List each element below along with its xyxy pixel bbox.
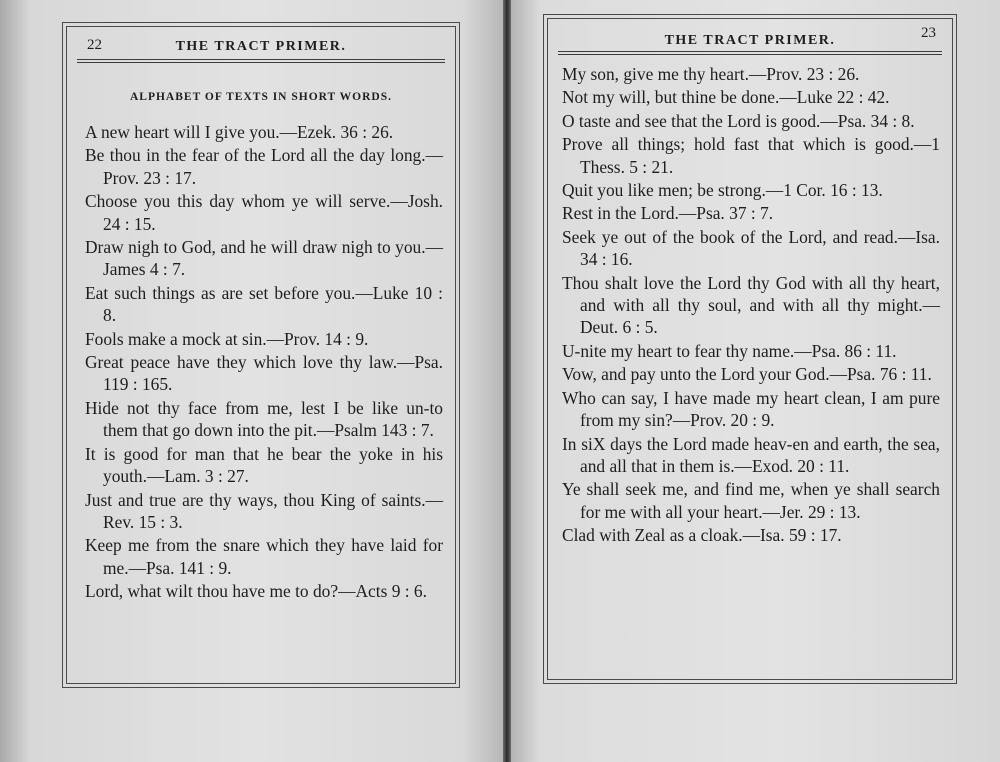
text-entry: Quit you like men; be strong.—1 Cor. 16 : 13. bbox=[562, 180, 883, 201]
text-entry: Who can say, I have made my heart clean, I am pure from my sin?—Prov. 20 : 9. bbox=[562, 387, 940, 431]
text-entry: Great peace have they which love thy law.—Psa. 119 : 165. bbox=[85, 352, 443, 395]
text-entry: Choose you this day whom ye will serve.—Josh. 24 : 15. bbox=[85, 191, 443, 234]
text-entry: Thou shalt love the Lord thy God with all thy heart, and with all thy soul, and with all thy might.—Deut. 6 : 5. bbox=[562, 272, 940, 338]
text-entry: In siX days the Lord made heav-en and earth, the sea, and all that in them is.—Exod. 20 : 11. bbox=[562, 433, 940, 476]
text-entry: Eat such things as are set before you.—Luke 10 : 8. bbox=[85, 282, 443, 326]
left-page-frame bbox=[66, 26, 456, 684]
text-entry: Not my will, but thine be done.—Luke 22 : 42. bbox=[562, 87, 890, 108]
text-entry: Hide not thy face from me, lest I be like un-to them that go down into the pit.—Psalm 143 : 7. bbox=[85, 397, 443, 441]
text-entry: It is good for man that he bear the yoke in his youth.—Lam. 3 : 27. bbox=[85, 443, 443, 487]
right-entries-list bbox=[562, 63, 940, 548]
book-gutter bbox=[503, 0, 511, 762]
left-page-number: 22 bbox=[87, 37, 102, 53]
text-entry: Fools make a mock at sin.—Prov. 14 : 9. bbox=[85, 328, 369, 349]
text-entry: Keep me from the snare which they have laid for me.—Psa. 141 : 9. bbox=[85, 535, 443, 578]
left-page-header bbox=[77, 33, 445, 60]
text-entry: Just and true are thy ways, thou King of saints.—Rev. 15 : 3. bbox=[85, 489, 443, 532]
text-entry: Ye shall seek me, and find me, when ye shall search for me with all your heart.—Jer. 29 : 13. bbox=[562, 479, 940, 522]
text-entry: Rest in the Lord.—Psa. 37 : 7. bbox=[562, 203, 774, 224]
text-entry: Seek ye out of the book of the Lord, and read.—Isa. 34 : 16. bbox=[562, 226, 940, 270]
text-entry: O taste and see that the Lord is good.—Psa. 34 : 8. bbox=[562, 110, 915, 131]
text-entry: Prove all things; hold fast that which is good.—1 Thess. 5 : 21. bbox=[562, 134, 940, 177]
text-entry: My son, give me thy heart.—Prov. 23 : 26. bbox=[562, 64, 860, 84]
text-entry: U-nite my heart to fear thy name.—Psa. 86 : 11. bbox=[562, 340, 897, 361]
text-entry: A new heart will I give you.—Ezek. 36 : 26. bbox=[85, 122, 394, 142]
section-title: ALPHABET OF TEXTS IN SHORT WORDS. bbox=[129, 91, 393, 103]
left-entries-list bbox=[85, 121, 443, 604]
right-page-frame bbox=[547, 18, 953, 680]
right-page-number: 23 bbox=[921, 25, 936, 41]
text-entry: Be thou in the fear of the Lord all the day long.—Prov. 23 : 17. bbox=[85, 145, 443, 188]
text-entry: Vow, and pay unto the Lord your God.—Psa. 76 : 11. bbox=[562, 364, 932, 385]
text-entry: Clad with Zeal as a cloak.—Isa. 59 : 17. bbox=[562, 525, 842, 546]
right-page-header bbox=[558, 25, 942, 52]
right-running-title: THE TRACT PRIMER. bbox=[664, 33, 836, 48]
left-running-title: THE TRACT PRIMER. bbox=[175, 39, 347, 54]
right-page bbox=[511, 0, 1000, 762]
text-entry: Lord, what wilt thou have me to do?—Acts 9 : 6. bbox=[85, 581, 427, 602]
text-entry: Draw nigh to God, and he will draw nigh to you.—James 4 : 7. bbox=[85, 237, 443, 280]
